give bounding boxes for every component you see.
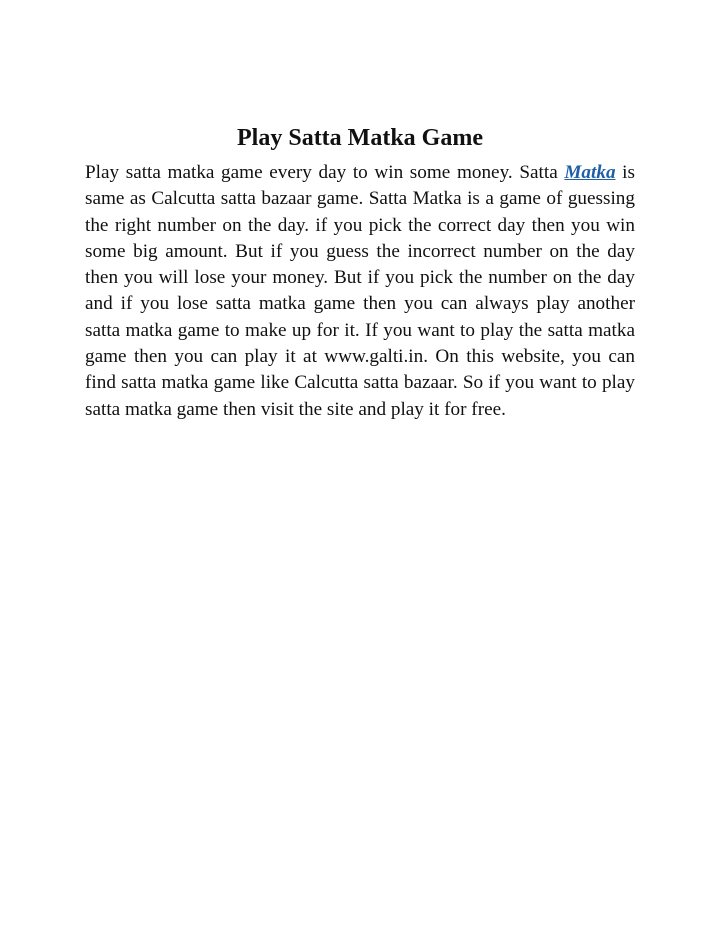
matka-link[interactable]: Matka [564, 162, 616, 183]
page-title: Play Satta Matka Game [237, 125, 483, 151]
body-paragraph [85, 160, 635, 423]
paragraph-text-after-link: is same as Calcutta satta bazaar game. Satta Matka is a game of guessing the right number on the day. if you pick the correct day then you win some big amount. But if you guess the incorrect number on the day then you will lose your money. But if you pick the number on the day and if you lose satta matka game then you can always play another satta matka game to make up for it. If you want to play the satta matka game then you can play it at www.galti.in. On this website, you can find satta matka game like Calcutta satta bazaar. So if you want to play satta matka game then visit the site and play it for free. [85, 162, 635, 420]
paragraph-text-before-link: Play satta matka game every day to win some money. Satta [85, 162, 565, 183]
